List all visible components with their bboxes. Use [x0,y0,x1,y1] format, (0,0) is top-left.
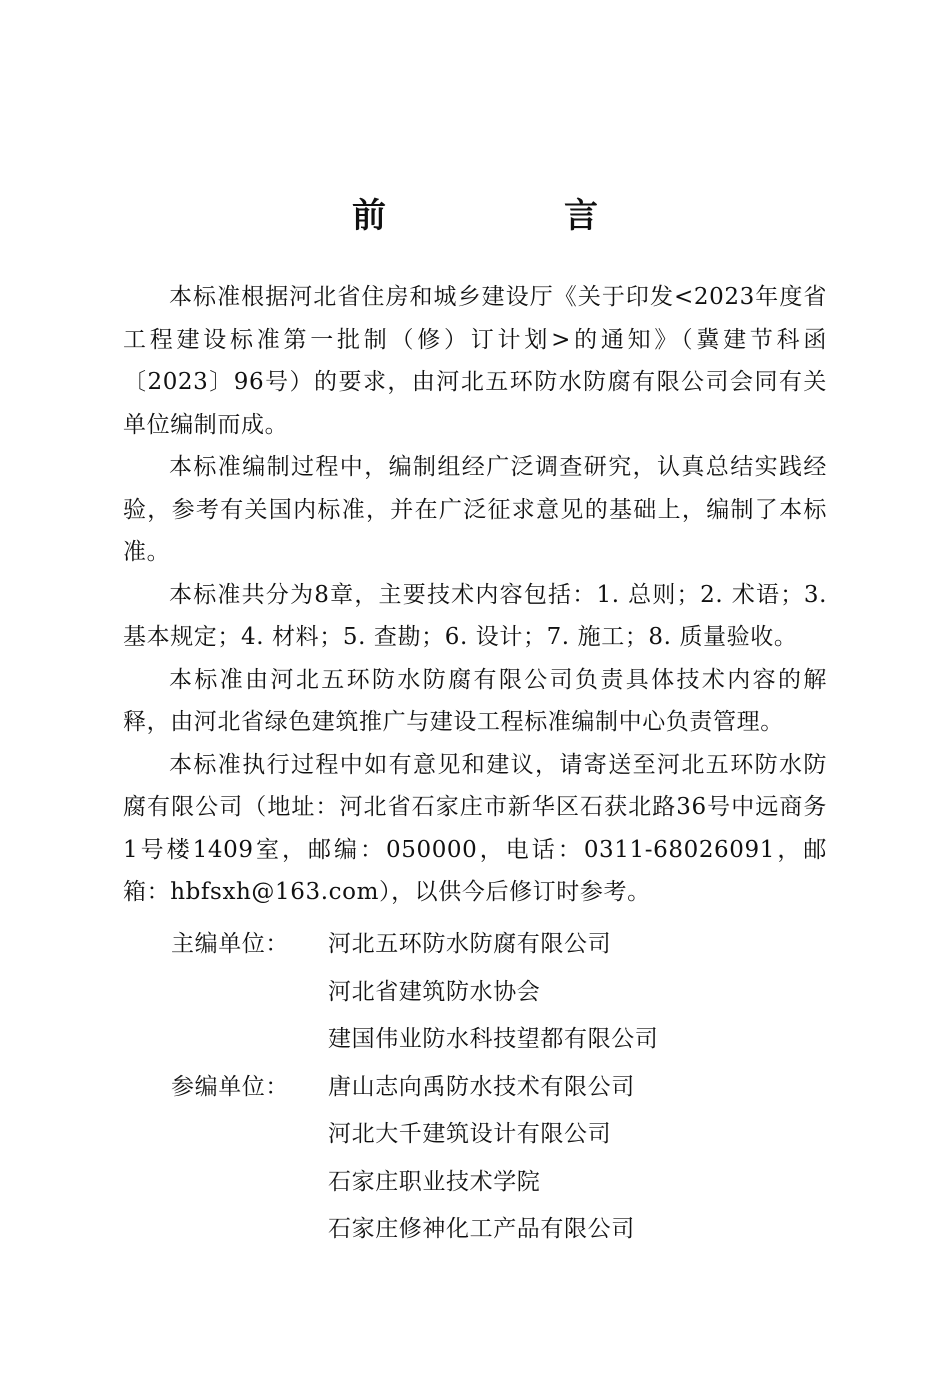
preface-body [123,276,827,914]
paragraph-compilation-process: 本标准编制过程中，编制组经广泛调查研究，认真总结实践经验，参考有关国内标准，并在广泛征求意见的基础上，编制了本标准。 [123,454,827,565]
participating-editor-unit: 石家庄职业技术学院 [328,1168,541,1195]
participating-editor-label: 参编单位： [171,1073,289,1100]
chief-editor-unit: 建国伟业防水科技望都有限公司 [328,1026,659,1052]
chief-editor-label: 主编单位： [171,931,289,957]
paragraph-interpretation: 本标准由河北五环防水防腐有限公司负责具体技术内容的解释，由河北省绿色建筑推广与建设工程标准编制中心负责管理。 [123,666,827,735]
paragraph-chapter-overview: 本标准共分为8章，主要技术内容包括：1. 总则；2. 术语；3. 基本规定；4. 材料；5. 查勘；6. 设计；7. 施工；8. 质量验收。 [123,581,827,650]
paragraph-feedback-contact: 本标准执行过程中如有意见和建议，请寄送至河北五环防水防腐有限公司（地址：河北省石家庄市新华区石获北路36号中远商务1号楼1409室，邮编：050000，电话：0311-68026091，邮箱：hbfsxh@163.com），以供今后修订时参考。 [123,751,827,905]
participating-editor-unit: 河北大千建筑设计有限公司 [328,1121,612,1147]
chief-editor-unit: 河北五环防水防腐有限公司 [328,931,612,957]
chief-editor-group [123,921,827,1064]
participating-editor-unit: 石家庄修神化工产品有限公司 [328,1216,635,1242]
participating-editor-group [123,1064,827,1254]
participating-editor-unit: 唐山志向禹防水技术有限公司 [328,1073,635,1100]
chief-editor-list [328,921,658,1064]
participating-editor-list [328,1064,635,1254]
page-title: 前 言 [352,196,670,236]
editing-units [123,921,827,1254]
paragraph-compilation-basis: 本标准根据河北省住房和城乡建设厅《关于印发<2023年度省工程建设标准第一批制（修）订计划>的通知》（冀建节科函〔2023〕96号）的要求，由河北五环防水防腐有限公司会同有关单位编制而成。 [123,284,827,438]
chief-editor-unit: 河北省建筑防水协会 [328,978,541,1005]
